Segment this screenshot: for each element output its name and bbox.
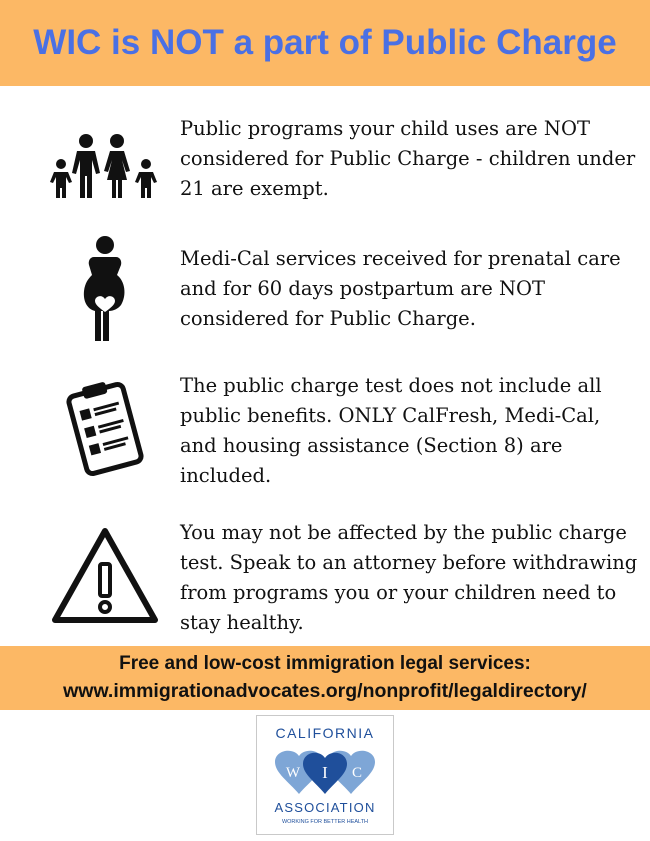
logo-bottom-text: ASSOCIATION	[274, 800, 376, 815]
logo-top-text: CALIFORNIA	[275, 725, 375, 741]
header-band	[0, 0, 650, 86]
item-text: Public programs your child uses are NOT considered for Public Charge - children under 21 are exempt.	[180, 117, 636, 200]
page-title: WIC is NOT a part of Public Charge	[33, 23, 617, 62]
legal-services-heading: Free and low-cost immigration legal services:	[119, 653, 531, 674]
legal-directory-url[interactable]: www.immigrationadvocates.org/nonprofit/legaldirectory/	[63, 680, 587, 702]
logo-letter-w: W	[285, 765, 301, 781]
pregnant-woman-icon	[40, 235, 170, 345]
family-icon	[40, 132, 170, 198]
item-text: Medi-Cal services received for prenatal care and for 60 days postpartum are NOT considered for Public Charge.	[180, 247, 621, 330]
logo-letter-c: C	[351, 765, 363, 781]
clipboard-checklist-icon	[40, 379, 170, 479]
legal-services-band	[0, 646, 650, 710]
item-text: The public charge test does not include all public benefits. ONLY CalFresh, Medi-Cal, and housing assistance (Section 8) are included.	[180, 374, 602, 487]
logo-tagline: WORKING FOR BETTER HEALTH	[281, 819, 369, 825]
item-text: You may not be affected by the public charge test. Speak to an attorney before withdrawing from programs you or your children need to stay healthy.	[180, 521, 638, 634]
logo-letter-i: I	[322, 763, 328, 782]
warning-triangle-icon	[40, 526, 170, 626]
california-wic-association-logo	[256, 715, 394, 835]
